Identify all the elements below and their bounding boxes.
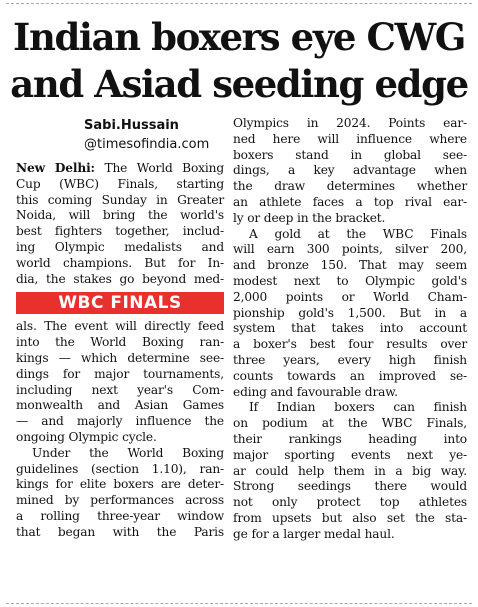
text-line: mined by performances across [16,493,224,508]
text-line: system that takes into account [233,321,467,336]
text-line-content: The World Boxing [104,161,224,175]
top-cut-line [6,3,472,4]
text-line: their rankings heading into [233,431,467,446]
text-line: ned here will influence where [233,131,467,146]
text-line: ar could help them in a big way. [233,463,467,478]
text-line: kings for elite boxers are deter- [16,477,224,492]
text-line: monwealth and Asian Games [16,398,224,413]
text-line: three years, every high finish [233,352,467,367]
column-left [16,116,224,541]
dateline: New Delhi: [16,161,95,175]
text-line: Olympics in 2024. Points ear- [233,116,467,130]
text-line: — and majorly influence the [16,414,224,429]
lead-paragraph [16,161,224,287]
author-handle: @timesofindia.com [84,137,210,152]
text-line: this coming Sunday in Greater [16,192,224,207]
text-line: dings, a key advantage when [233,163,467,178]
text-line: that began with the Paris [16,524,224,539]
text-line: guidelines (section 1.10), ran- [16,461,224,476]
headline-line: and Asiad seeding edge [10,62,468,106]
text-line: a boxer's best four results over [233,337,467,352]
text-line: boxers stand in global see- [233,147,467,162]
text-line: world champions. But for In- [16,255,224,270]
headline-line: Indian boxers eye CWG [13,15,465,59]
byline [16,116,224,154]
text-line: If Indian boxers can finish [249,400,467,415]
text-line: a rolling three-year window [16,508,224,523]
text-line: 2,000 points or World Cham- [233,289,467,304]
section-banner: WBC FINALS [16,292,224,314]
text-line: pionship gold's 1,500. But in a [233,305,467,320]
text-line: Noida, will bring the world's [16,208,224,223]
text-line: A gold at the WBC Finals [249,226,467,241]
text-line: will earn 300 points, silver 200, [233,242,467,257]
text-line: Cup (WBC) Finals, starting [16,176,224,191]
text-line: into the World Boxing ran- [16,335,224,350]
headline [6,14,472,108]
text-line: an athlete faces a top rival ear- [233,194,467,209]
body-paragraphs-right [233,116,467,543]
text-line: best fighters together, includ- [16,224,224,239]
body-paragraphs-left [16,319,224,540]
text-line: dings for major tournaments, [16,366,224,381]
text-line: on podium at the WBC Finals, [233,416,467,431]
text-line: eding and favourable draw. [233,384,398,399]
text-line: ongoing Olympic cycle. [16,429,157,444]
text-line: modest next to Olympic gold's [233,273,467,288]
text-line: major sporting events next ye- [233,447,467,462]
text-line [16,161,224,177]
text-line: including next year's Com- [16,382,224,397]
text-line: kings — which determine see- [16,350,224,365]
text-line: ge for a larger medal haul. [233,526,395,541]
text-line: dia, the stakes go beyond med- [16,271,224,286]
text-line: and bronze 150. That may seem [233,258,467,273]
text-line: Under the World Boxing [32,445,224,460]
text-line: ly or deep in the bracket. [233,210,386,225]
text-line: ing Olympic medalists and [16,239,224,254]
text-line: from upsets but also set the sta- [233,510,467,525]
column-right [233,116,467,543]
author-name: Sabi.Hussain [84,118,179,133]
bottom-cut-line [6,603,472,604]
text-line: Strong seedings there would [233,479,467,494]
text-line: not only protect top athletes [233,495,467,510]
text-line: the draw determines whether [233,179,467,194]
text-line: counts towards an improved se- [233,368,467,383]
text-line: als. The event will directly feed [16,319,224,334]
